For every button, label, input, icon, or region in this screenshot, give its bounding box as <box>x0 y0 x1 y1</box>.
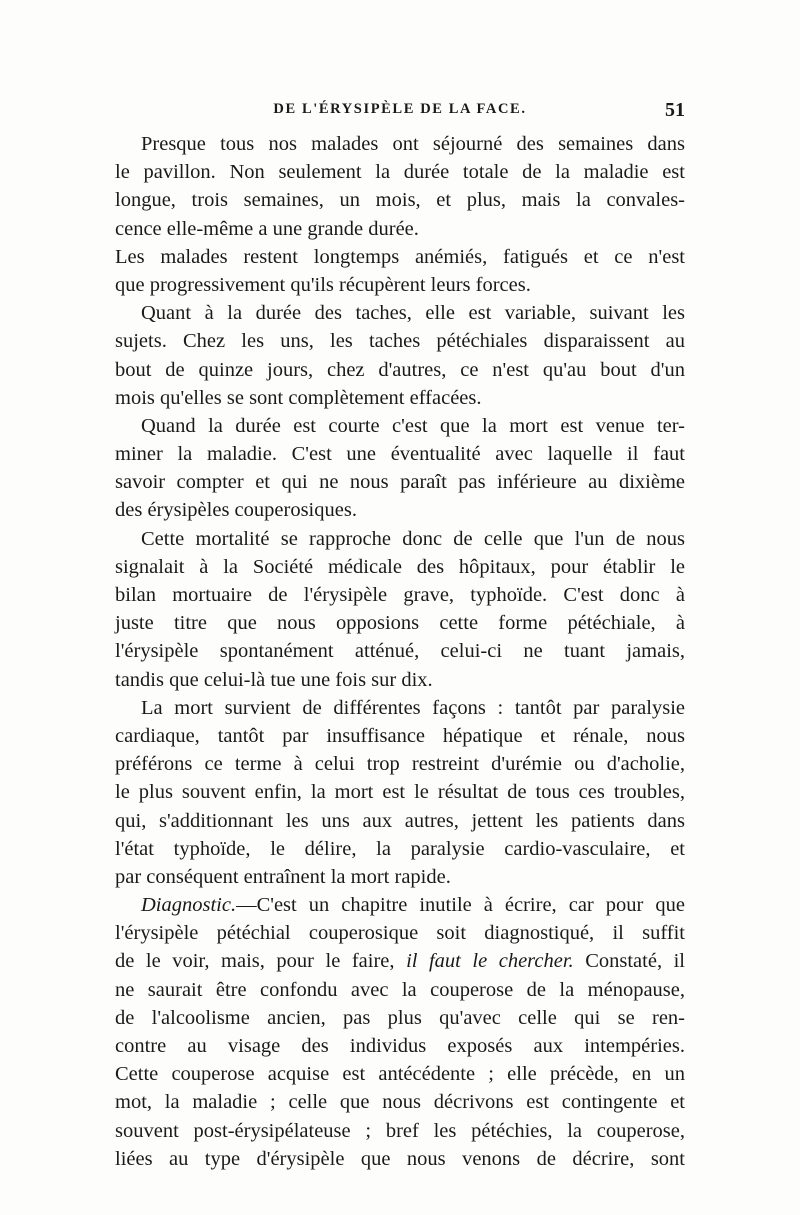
page-number: 51 <box>665 99 685 121</box>
paragraph-diagnostic <box>115 891 685 1173</box>
text-line: Presque tous nos malades ont séjourné des semaines dans <box>141 133 685 155</box>
text-line: ne saurait être confondu avec la couperose de la ménopause, <box>115 978 685 1001</box>
text-line: le pavillon. Non seulement la durée totale de la maladie est <box>115 161 685 184</box>
text-line: l'érysipèle spontanément atténué, celui-ci ne tuant jamais, <box>115 640 685 663</box>
text-line: tandis que celui-là tue une fois sur dix. <box>115 668 433 691</box>
paragraph <box>115 694 685 891</box>
text-line: de l'alcoolisme ancien, pas plus qu'avec celle qui se ren- <box>115 1006 685 1029</box>
text-line: bilan mortuaire de l'érysipèle grave, typhoïde. C'est donc à <box>115 584 685 606</box>
text-line: l'érysipèle pétéchial couperosique soit diagnostiqué, il suffit <box>115 922 685 945</box>
paragraph <box>115 130 685 243</box>
text-line: savoir compter et qui ne nous paraît pas inférieure au dixième <box>115 471 685 494</box>
italic-emphasis: il faut le chercher. <box>406 950 574 973</box>
page-header <box>115 101 685 125</box>
text-line: juste titre que nous opposions cette forme pétéchiale, à <box>115 612 685 635</box>
text-line: Cette mortalité se rapproche donc de celle que l'un de nous <box>141 527 685 550</box>
paragraph <box>115 243 685 299</box>
text-line: mot, la maladie ; celle que nous décrivons est contingente et <box>115 1091 685 1114</box>
text-line: signalait à la Société médicale des hôpitaux, pour établir le <box>115 555 685 578</box>
text-line: bout de quinze jours, chez d'autres, ce n'est qu'au bout d'un <box>115 358 685 381</box>
section-lead-italic: Diagnostic. <box>141 894 237 917</box>
paragraph <box>115 299 685 412</box>
text-line: par conséquent entraînent la mort rapide. <box>115 865 451 888</box>
text-line: liées au type d'érysipèle que nous venons de décrire, sont <box>115 1147 685 1170</box>
text-segment: de le voir, mais, pour le faire, <box>115 950 407 973</box>
text-line: mois qu'elles se sont complètement effacées. <box>115 386 482 409</box>
text-segment: Constaté, il <box>573 950 685 973</box>
text-line: préférons ce terme à celui trop restreint d'urémie ou d'acholie, <box>115 753 685 776</box>
text-line: le plus souvent enfin, la mort est le résultat de tous ces troubles, <box>115 781 685 804</box>
text-line: l'état typhoïde, le délire, la paralysie cardio-vasculaire, et <box>115 837 685 860</box>
text-line: La mort survient de différentes façons : tantôt par paralysie <box>141 696 685 719</box>
text-line: sujets. Chez les uns, les taches pétéchiales disparaissent au <box>115 330 685 353</box>
text-line <box>115 947 685 975</box>
text-line: qui, s'additionnant les uns aux autres, jettent les patients dans <box>115 809 685 832</box>
text-line: souvent post-érysipélateuse ; bref les pétéchies, la couperose, <box>115 1119 685 1142</box>
text-line: des érysipèles couperosiques. <box>115 499 357 522</box>
text-line: Cette couperose acquise est antécédente ; elle précède, en un <box>115 1063 685 1086</box>
paragraph <box>115 412 685 525</box>
text-line: miner la maladie. C'est une éventualité avec laquelle il faut <box>115 443 685 466</box>
body-text <box>115 130 685 1173</box>
text-line <box>115 891 685 919</box>
running-title: DE L'ÉRYSIPÈLE DE LA FACE. <box>273 101 527 117</box>
paragraph <box>115 525 685 694</box>
text-line: longue, trois semaines, un mois, et plus, mais la convales- <box>115 189 685 212</box>
text-line: cence elle-même a une grande durée. <box>115 217 419 240</box>
text-line: Quant à la durée des taches, elle est variable, suivant les <box>141 302 685 325</box>
section-lead-text: —C'est un chapitre inutile à écrire, car pour que <box>236 894 685 917</box>
text-line: que progressivement qu'ils récupèrent leurs forces. <box>115 273 531 296</box>
text-line: Les malades restent longtemps anémiés, fatigués et ce n'est <box>115 245 685 268</box>
text-line: contre au visage des individus exposés aux intempéries. <box>115 1035 685 1057</box>
text-line: cardiaque, tantôt par insuffisance hépatique et rénale, nous <box>115 724 685 747</box>
text-line: Quand la durée est courte c'est que la mort est venue ter- <box>141 414 685 437</box>
